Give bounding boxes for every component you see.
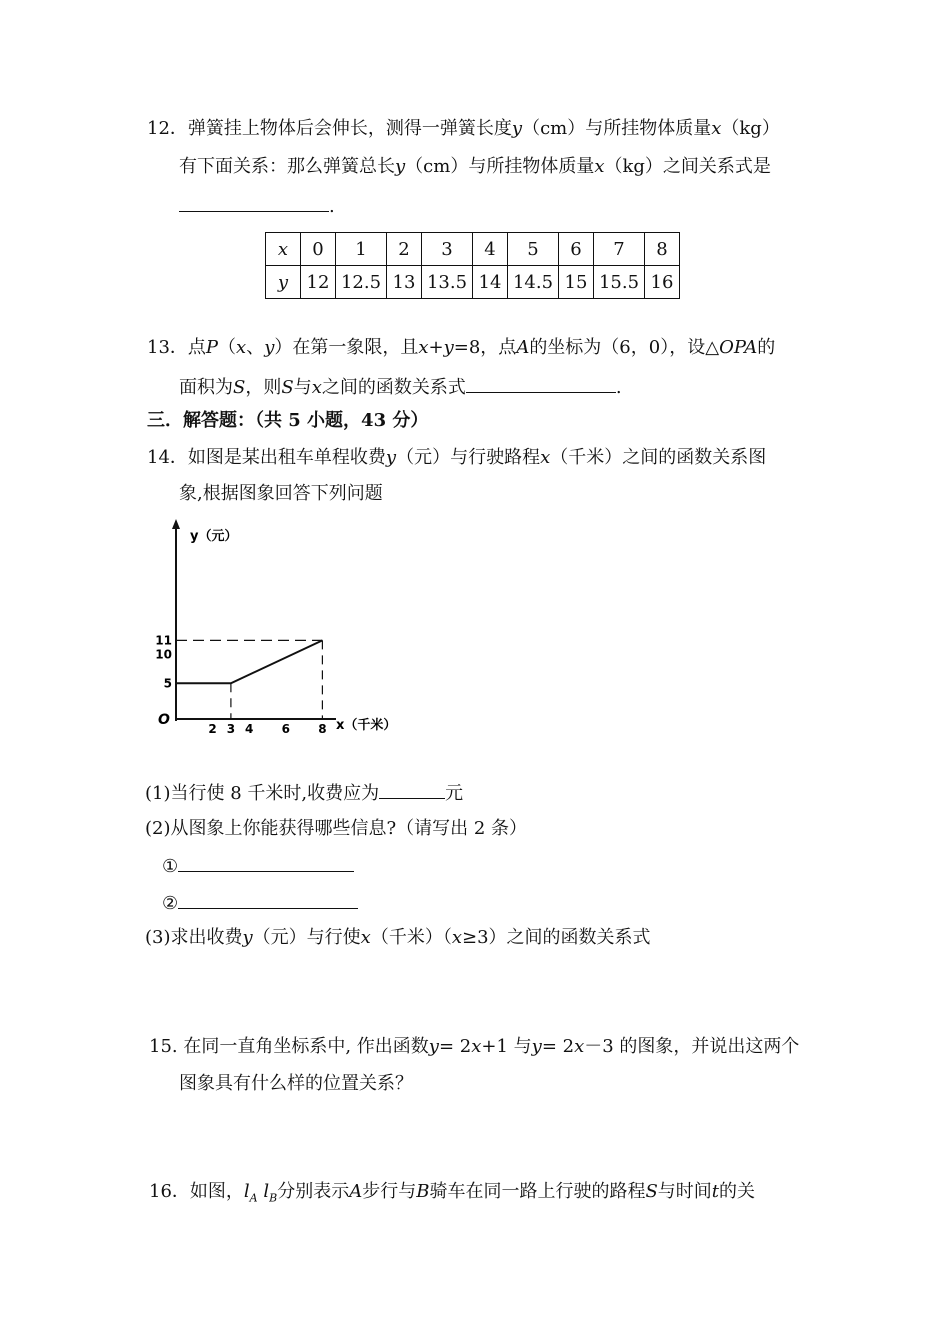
table-header-x: x: [266, 233, 301, 266]
table-cell: 6: [559, 233, 594, 266]
table-row-y: [266, 266, 680, 299]
table-cell: 12.5: [336, 266, 387, 299]
x-tick-label: 6: [281, 722, 290, 736]
q16-line-1: 16．如图，$l_A$ $l_B$分别表示A步行与B骑车在同一路上行驶的路程S与时间t的关: [149, 1181, 756, 1205]
table-cell: 2: [387, 233, 422, 266]
y-tick-label: 10: [155, 647, 172, 662]
table-cell: 14: [473, 266, 508, 299]
fare-series-line: [176, 640, 322, 683]
table-cell: 13.5: [422, 266, 473, 299]
table-cell: 15.5: [594, 266, 645, 299]
q14-part-2: (2)从图象上你能获得哪些信息?（请写出 2 条）: [145, 818, 528, 839]
q12-answer-blank[interactable]: [179, 193, 329, 212]
table-cell: 0: [301, 233, 336, 266]
y-axis-label: y（元）: [190, 529, 238, 544]
table-cell: 12: [301, 266, 336, 299]
table-header-y: y: [266, 266, 301, 299]
x-tick-label: 4: [245, 722, 254, 736]
q14-answer2-blank[interactable]: [178, 890, 358, 909]
table-cell: 7: [594, 233, 645, 266]
x-axis-label: x（千米）: [336, 718, 397, 733]
q13-line-1: 13．点P（x、y）在第一象限，且x+y=8，点A的坐标为（6，0），设△OPA的: [147, 337, 776, 358]
table-cell: 3: [422, 233, 473, 266]
q14-part-1: (1)当行使 8 千米时,收费应为 元: [145, 780, 463, 806]
q14-answer-2: ②: [162, 890, 358, 916]
section-3-heading: 三．解答题：（共 5 小题，43 分）: [147, 410, 429, 431]
table-cell: 14.5: [508, 266, 559, 299]
q12-line-2: 有下面关系：那么弹簧总长y（cm）与所挂物体质量x（kg）之间关系式是: [179, 156, 771, 177]
table-cell: 15: [559, 266, 594, 299]
q14-line-1: 14．如图是某出租车单程收费y（元）与行驶路程x（千米）之间的函数关系图: [147, 447, 767, 468]
q14-answer-1: ①: [162, 853, 354, 879]
x-tick-label: 8: [318, 722, 327, 736]
y-tick-label: 5: [163, 676, 172, 691]
table-cell: 1: [336, 233, 387, 266]
q15-line-2: 图象具有什么样的位置关系？: [179, 1073, 413, 1094]
table-cell: 16: [645, 266, 680, 299]
table-cell: 5: [508, 233, 559, 266]
y-axis-arrow: [172, 519, 180, 529]
table-cell: 4: [473, 233, 508, 266]
taxi-fare-chart: [150, 515, 420, 745]
q14-line-2: 象,根据图象回答下列问题: [179, 483, 383, 504]
q14-part1-blank[interactable]: [379, 780, 445, 799]
y-tick-label: 11: [155, 633, 172, 648]
table-cell: 8: [645, 233, 680, 266]
q12-value-table: [265, 232, 680, 299]
q14-answer1-blank[interactable]: [178, 853, 354, 872]
table-row-x: [266, 233, 680, 266]
q13-line-2: 面积为S，则S与x之间的函数关系式 .: [179, 374, 622, 400]
q12-line-1: 12．弹簧挂上物体后会伸长，测得一弹簧长度y（cm）与所挂物体质量x（kg）: [147, 118, 780, 139]
x-tick-label: 3: [226, 722, 236, 736]
q15-line-1: 15. 在同一直角坐标系中, 作出函数y= 2x+1 与y= 2x－3 的图象，并说出这两个: [149, 1036, 800, 1057]
q14-part-3: (3)求出收费y（元）与行使x（千米）（x≥3）之间的函数关系式: [145, 927, 651, 948]
q13-answer-blank[interactable]: [466, 374, 616, 393]
x-tick-label: 2: [208, 722, 217, 736]
table-cell: 13: [387, 266, 422, 299]
q12-answer-line: .: [179, 193, 335, 219]
origin-label: O: [158, 712, 170, 728]
